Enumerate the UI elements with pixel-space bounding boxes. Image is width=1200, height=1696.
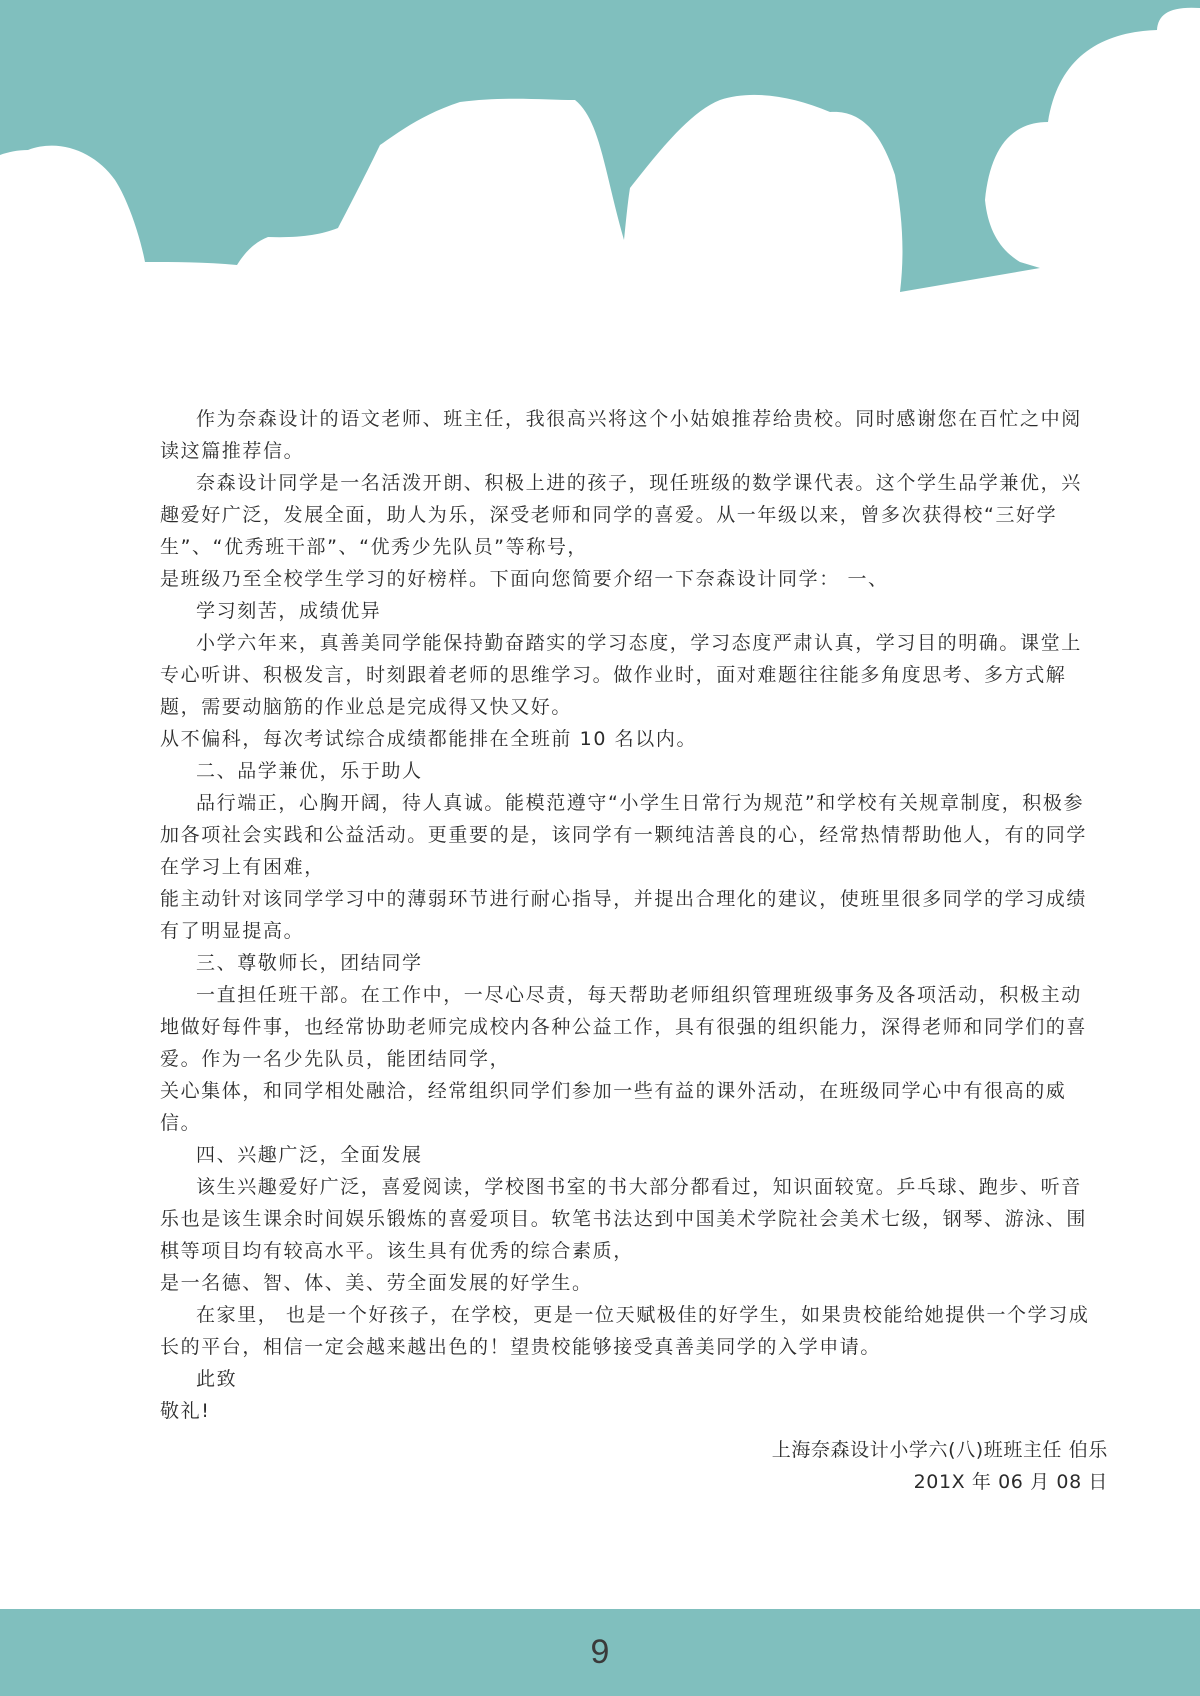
letter-paragraph: 从不偏科，每次考试综合成绩都能排在全班前 10 名以内。 — [160, 728, 698, 750]
signature-line: 上海奈森设计小学六(八)班班主任 伯乐 — [771, 1439, 1108, 1461]
letter-paragraph: 该生兴趣爱好广泛，喜爱阅读，学校图书室的书大部分都看过，知识面较宽。乒乓球、跑步、听音乐也是该生课余时间娱乐锻炼的喜爱项目。软笔书法达到中国美术学院社会美术七级，钢琴、游泳、围棋等项目均有较高水平。该生具有优秀的综合素质， — [160, 1176, 1088, 1262]
letter-paragraph: 在家里， 也是一个好孩子，在学校，更是一位天赋极佳的好学生，如果贵校能给她提供一个学习成长的平台，相信一定会越来越出色的！望贵校能够接受真善美同学的入学申请。 — [160, 1304, 1090, 1358]
closing-salutation: 此致 — [196, 1368, 238, 1390]
letter-paragraph: 能主动针对该同学学习中的薄弱环节进行耐心指导，并提出合理化的建议，使班里很多同学的学习成绩有了明显提高。 — [160, 888, 1088, 942]
letter-paragraph: 是班级乃至全校学生学习的好榜样。下面向您简要介绍一下奈森设计同学： 一、 — [160, 568, 889, 590]
section-heading: 四、兴趣广泛，全面发展 — [196, 1144, 423, 1166]
letter-paragraph: 是一名德、智、体、美、劳全面发展的好学生。 — [160, 1272, 593, 1294]
section-heading: 学习刻苦，成绩优异 — [196, 600, 382, 622]
section-heading: 三、尊敬师长，团结同学 — [196, 952, 423, 974]
recommendation-letter-body — [160, 403, 1100, 1427]
letter-paragraph: 小学六年来，真善美同学能保持勤奋踏实的学习态度，学习态度严肃认真，学习目的明确。课堂上专心听讲、积极发言，时刻跟着老师的思维学习。做作业时，面对难题往往能多角度思考、多方式解题，需要动脑筋的作业总是完成得又快又好。 — [160, 632, 1082, 718]
letter-paragraph: 奈森设计同学是一名活泼开朗、积极上进的孩子，现任班级的数学课代表。这个学生品学兼优，兴趣爱好广泛，发展全面，助人为乐，深受老师和同学的喜爱。从一年级以来，曾多次获得校“三好学生”、“优秀班干部”、“优秀少先队员”等称号， — [160, 472, 1082, 558]
page-footer-band — [0, 1609, 1200, 1696]
closing-greeting: 敬礼! — [160, 1400, 211, 1422]
page-number: 9 — [590, 1633, 610, 1671]
cloud-skyline-graphic — [0, 0, 1200, 330]
letter-date: 201X 年 06 月 08 日 — [913, 1471, 1108, 1493]
section-heading: 二、品学兼优，乐于助人 — [196, 760, 423, 782]
cloud-header-decoration — [0, 0, 1200, 330]
letter-paragraph: 品行端正，心胸开阔，待人真诚。能模范遵守“小学生日常行为规范”和学校有关规章制度，积极参加各项社会实践和公益活动。更重要的是，该同学有一颗纯洁善良的心，经常热情帮助他人，有的同学在学习上有困难， — [160, 792, 1088, 878]
letter-paragraph: 关心集体，和同学相处融洽，经常组织同学们参加一些有益的课外活动，在班级同学心中有很高的威信。 — [160, 1080, 1067, 1134]
signature-block — [772, 1434, 1108, 1498]
letter-paragraph: 作为奈森设计的语文老师、班主任，我很高兴将这个小姑娘推荐给贵校。同时感谢您在百忙之中阅读这篇推荐信。 — [160, 408, 1082, 462]
letter-paragraph: 一直担任班干部。在工作中，一尽心尽责，每天帮助老师组织管理班级事务及各项活动，积极主动地做好每件事，也经常协助老师完成校内各种公益工作，具有很强的组织能力，深得老师和同学们的喜爱。作为一名少先队员，能团结同学， — [160, 984, 1088, 1070]
